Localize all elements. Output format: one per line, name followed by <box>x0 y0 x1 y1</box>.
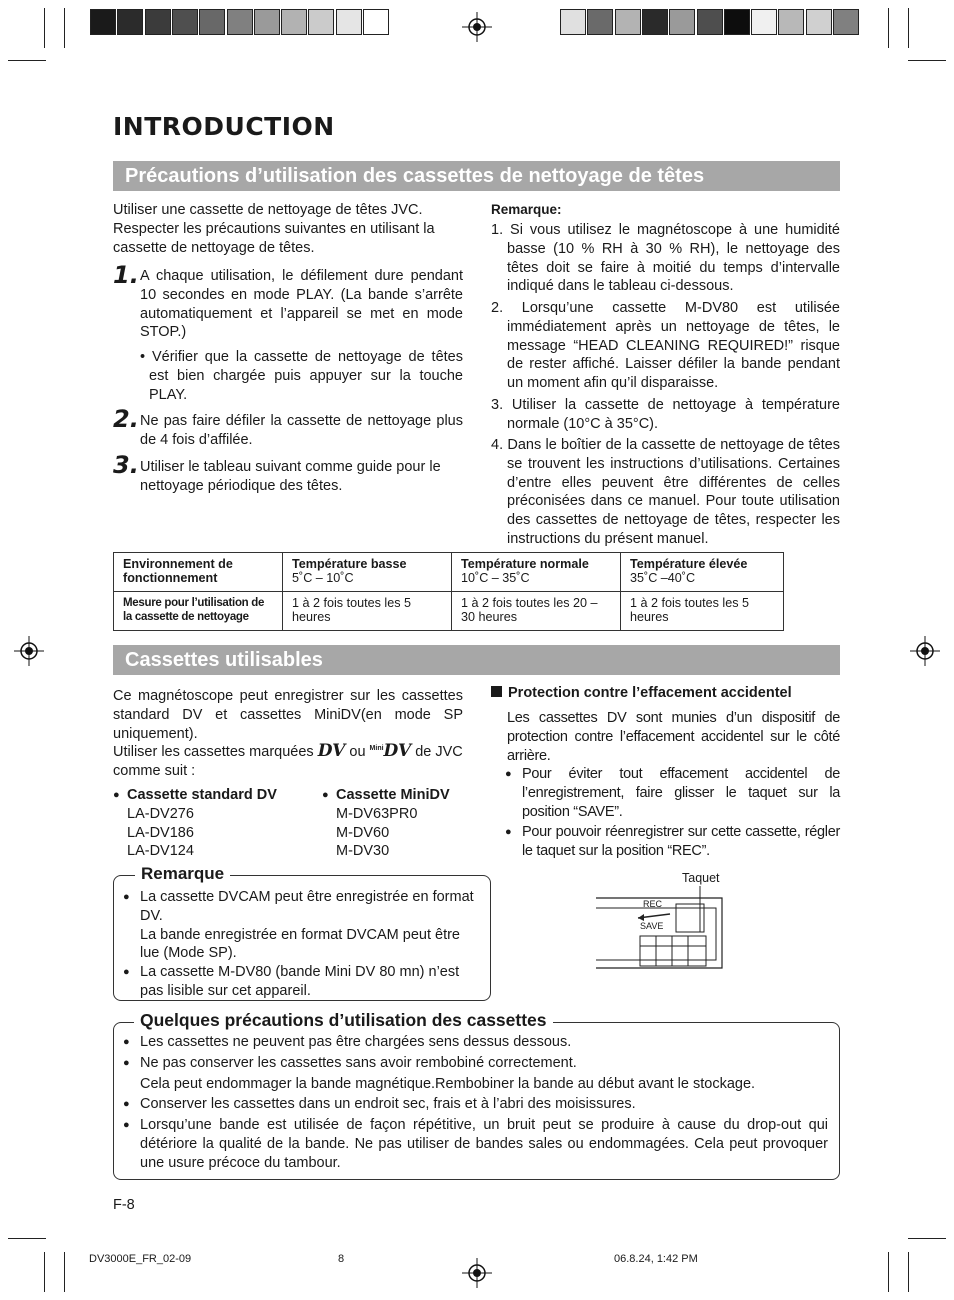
list-item: M-DV60 <box>336 824 390 841</box>
step-number: 1. <box>113 261 139 289</box>
color-swatch <box>560 9 586 35</box>
table-cell: Température élevée 35˚C –40˚C <box>621 553 784 592</box>
remarque-item: 4. Dans le boîtier de la cassette de nettoyage de têtes se trouvent les instructions d’utilisations. Certaines d’entre elles peuvent être différentes de celles préconisées dans ce manuel. Pour toute utilisation des cassettes de nettoyage de têtes, respecter les instructions du présent manuel. <box>491 437 840 547</box>
registration-mark-icon <box>462 12 492 42</box>
step-text: Utiliser le tableau suivant comme guide pour le nettoyage périodique des têtes. <box>140 459 441 494</box>
protection-text: Les cassettes DV sont munies d’un dispositif de protection contre l’effacement accidentel sur le côté arrière. <box>507 710 840 764</box>
list-item: M-DV63PR0 <box>336 805 418 822</box>
list-item: ● Pour éviter tout effacement accidentel de l’enregistrement, faire glisser le taquet sur la position “SAVE”. <box>505 765 840 821</box>
color-swatch <box>172 9 198 35</box>
remarque-box-list <box>123 888 481 1001</box>
precautions-list <box>123 1033 828 1173</box>
table-cell: 1 à 2 fois toutes les 5 heures <box>283 592 452 631</box>
diagram-label-taquet: Taquet <box>682 871 720 885</box>
color-swatch <box>363 9 389 35</box>
table-cell: Température normale 10˚C – 35˚C <box>452 553 621 592</box>
page-title: INTRODUCTION <box>113 112 335 141</box>
color-swatch <box>615 9 641 35</box>
list-item: LA-DV186 <box>127 824 194 841</box>
diagram-label-rec: REC <box>643 899 663 909</box>
table-cell: Environnement de fonctionnement <box>114 553 283 592</box>
dv-logo-icon: DV <box>317 740 346 761</box>
standard-dv-list <box>113 786 277 861</box>
table-cell: 1 à 2 fois toutes les 5 heures <box>621 592 784 631</box>
table-row <box>114 592 784 631</box>
table-row <box>114 553 784 592</box>
page-number: F-8 <box>113 1197 135 1213</box>
section-heading-cassettes: Cassettes utilisables <box>113 645 840 675</box>
table-cell: Mesure pour l’utilisation de la cassette de nettoyage <box>114 592 283 631</box>
color-swatch <box>669 9 695 35</box>
footer-filename: DV3000E_FR_02-09 <box>89 1253 192 1265</box>
color-swatch <box>308 9 334 35</box>
list-title: ● Cassette MiniDV <box>322 786 450 805</box>
color-swatch <box>806 9 832 35</box>
color-swatch <box>587 9 613 35</box>
protection-bullets <box>507 765 840 861</box>
color-swatch <box>642 9 668 35</box>
list-item: ● Pour pouvoir réenregistrer sur cette cassette, régler le taquet sur la position “REC”. <box>505 823 840 861</box>
list-title: ● Cassette standard DV <box>113 786 277 805</box>
color-swatch <box>724 9 750 35</box>
cleaning-frequency-table <box>113 552 784 631</box>
registration-mark-icon <box>910 636 940 666</box>
intro-paragraph: Utiliser une cassette de nettoyage de têtes JVC. Respecter les précautions suivantes en utilisant la cassette de nettoyage de têtes. <box>113 202 435 256</box>
protection-heading: Protection contre l’effacement accidentel <box>491 685 792 701</box>
diagram-label-save: SAVE <box>640 921 664 931</box>
remarque-item: 2. Lorsqu’une cassette M-DV80 est utilisée immédiatement après un nettoyage de têtes, le message “HEAD CLEANING REQUIRED!” risque de rester affiché. Laisser défiler la bande pendant un moment afin qu’il disparaisse. <box>491 300 840 392</box>
list-item: ● La cassette M-DV80 (bande Mini DV 80 mn) n’est pas lisible sur cet appareil. <box>123 963 481 1001</box>
step-text: A chaque utilisation, le défilement dure pendant 10 secondes en mode PLAY. (La bande s’arrête automatiquement et l’appareil se met en mode STOP.) <box>140 268 463 341</box>
remarque-item: 3. Utiliser la cassette de nettoyage à température normale (10°C à 35°C). <box>491 397 840 432</box>
precautions-title: Quelques précautions d’utilisation des cassettes <box>134 1010 553 1031</box>
color-swatch <box>751 9 777 35</box>
color-swatch <box>145 9 171 35</box>
color-swatch <box>90 9 116 35</box>
color-swatch <box>254 9 280 35</box>
list-item: LA-DV124 <box>127 843 194 860</box>
list-item: ● Ne pas conserver les cassettes sans avoir rembobiné correctement. Cela peut endommager la bande magnétique.Rembobiner la bande au début avant le stockage. <box>123 1054 828 1094</box>
remarque-box-title: Remarque <box>135 864 230 884</box>
section-heading-head-cleaning: Précautions d’utilisation des cassettes de nettoyage de têtes <box>113 161 840 191</box>
list-item: ● Conserver les cassettes dans un endroit sec, frais et à l’abri des moisissures. <box>123 1095 828 1114</box>
color-swatch <box>833 9 859 35</box>
list-item: ● Lorsqu’une bande est utilisée de façon répétitive, un bruit peut se produire à cause du drop-out qui détériore la qualité de la bande. Ne pas utiliser de bandes sales ou endommagées. Cela peut provoquer une usure précoce du tambour. <box>123 1116 828 1172</box>
step-number: 2. <box>113 405 139 433</box>
square-bullet-icon <box>491 686 502 697</box>
color-swatch <box>697 9 723 35</box>
footer-sheet-number: 8 <box>338 1253 345 1265</box>
minidv-list <box>322 786 450 861</box>
color-swatch <box>336 9 362 35</box>
registration-mark-icon <box>462 1258 492 1288</box>
step-bullet: • Vérifier que la cassette de nettoyage de têtes est bien chargée puis appuyer sur la touche PLAY. <box>140 349 463 403</box>
color-swatch <box>227 9 253 35</box>
step-text: Ne pas faire défiler la cassette de nettoyage plus de 4 fois d’affilée. <box>140 413 463 448</box>
minidv-logo-icon: $^{Mini}$DV <box>369 740 412 761</box>
remarque-label: Remarque: <box>491 202 562 217</box>
footer-timestamp: 06.8.24, 1:42 PM <box>614 1253 698 1265</box>
color-swatch <box>281 9 307 35</box>
remarque-item: 1. Si vous utilisez le magnétoscope à une humidité basse (10 % RH à 30 % RH), le nettoyage des têtes doit se faire à moitié du temps d’intervalle indiqué dans le tableau ci-dessous. <box>491 222 840 295</box>
cassettes-intro: Ce magnétoscope peut enregistrer sur les cassettes standard DV et cassettes MiniDV(en mode SP uniquement). <box>113 688 463 742</box>
list-item: M-DV30 <box>336 843 390 860</box>
table-cell: Température basse 5˚C – 10˚C <box>283 553 452 592</box>
step-number: 3. <box>113 451 139 479</box>
color-swatch <box>117 9 143 35</box>
list-item: ● Les cassettes ne peuvent pas être chargées sens dessus dessous. <box>123 1033 828 1052</box>
list-item: LA-DV276 <box>127 805 194 822</box>
color-swatch <box>778 9 804 35</box>
color-swatch <box>199 9 225 35</box>
list-item: ● La cassette DVCAM peut être enregistrée en format DV. La bande enregistrée en format DVCAM peut être lue (Mode SP). <box>123 888 481 963</box>
cassettes-marks-line: Utiliser les cassettes marquées DV ou $^{Mini}$DV de JVC comme suit : <box>113 740 463 779</box>
table-cell: 1 à 2 fois toutes les 20 – 30 heures <box>452 592 621 631</box>
registration-mark-icon <box>14 636 44 666</box>
